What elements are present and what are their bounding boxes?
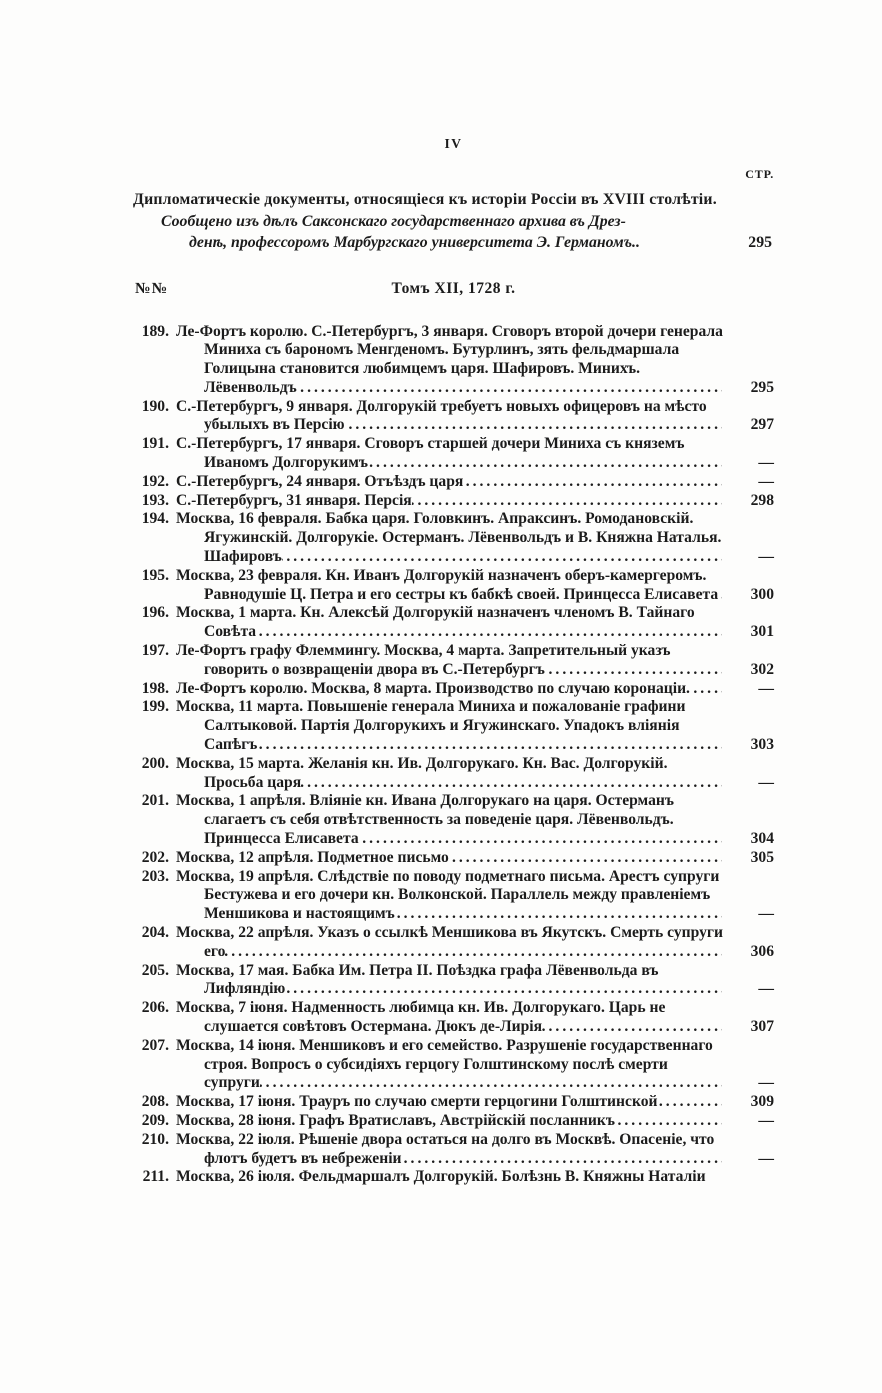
entry-text: Москва, 12 апрѣля. Подметное письмо xyxy=(176,848,449,866)
entry-body xyxy=(176,849,774,868)
entry-page-ref: — xyxy=(758,548,774,566)
entry-text: Москва, 15 марта. Желанія кн. Ив. Долгорукаго. Кн. Вас. Долгорукій. Просьба царя xyxy=(176,754,668,791)
entry-number: 210. xyxy=(141,1130,169,1148)
entry-text: Москва, 22 іюля. Рѣшеніе двора остаться на долго въ Москвѣ. Опасеніе, что флотъ будетъ въ небреженіи xyxy=(176,1130,715,1167)
entry-page-ref: 297 xyxy=(750,416,774,434)
entry-number: 206. xyxy=(141,999,169,1017)
entry-page-ref: — xyxy=(758,472,774,490)
entry-body xyxy=(176,924,774,962)
toc-entry xyxy=(133,435,774,473)
entry-page-ref: 298 xyxy=(750,491,774,509)
toc-entry xyxy=(133,755,774,793)
toc-entry xyxy=(133,323,774,398)
toc-entry xyxy=(133,698,774,754)
toc-entry xyxy=(133,962,774,1000)
entry-page-ref: — xyxy=(758,980,774,998)
toc-entry xyxy=(133,567,774,605)
toc-entry xyxy=(133,510,774,566)
toc-entry xyxy=(133,398,774,436)
entry-body xyxy=(176,1168,774,1187)
toc-entry xyxy=(133,849,774,868)
toc-entry xyxy=(133,1131,774,1169)
entry-number: 190. xyxy=(141,397,169,415)
dot-leader xyxy=(204,943,722,962)
numbers-column-label: №№ xyxy=(135,279,169,297)
entry-number: 205. xyxy=(141,961,169,979)
entry-text: Ле-Фортъ королю. С.-Петербургъ, 3 января. Сговоръ второй дочери генерала Миниха съ барономъ Менгденомъ. Бутурлинъ, зять фельдмаршала Голицына становится любимцемъ царя. Шафировъ. Минихъ. Лёвенвольдъ xyxy=(176,322,723,396)
entry-page-ref: 309 xyxy=(750,1093,774,1111)
entry-body xyxy=(176,755,774,793)
entry-body xyxy=(176,567,774,605)
entry-page-ref: — xyxy=(758,1111,774,1129)
entry-body xyxy=(176,792,774,848)
entry-number: 207. xyxy=(141,1036,169,1054)
toc-entry xyxy=(133,492,774,511)
entry-number: 198. xyxy=(141,679,169,697)
entry-page-ref: 301 xyxy=(750,623,774,641)
page-folio: IV xyxy=(444,136,463,151)
toc-entry xyxy=(133,473,774,492)
entry-number: 209. xyxy=(141,1111,169,1129)
section-subtitle-line1: Сообщено изъ дѣлъ Саксонскаго государственнаго архива въ Дрез- xyxy=(161,212,626,230)
book-page xyxy=(133,0,774,1187)
entry-text: Москва, 19 апрѣля. Слѣдствіе по поводу подметнаго письма. Арестъ супруги Бестужева и его дочери кн. Волконской. Параллель между правленіемъ Меншикова и настоящимъ xyxy=(176,867,720,923)
toc-entry xyxy=(133,680,774,699)
entry-text: Москва, 11 марта. Повышеніе генерала Миниха и пожалованіе графини Салтыковой. Партія Долгорукихъ и Ягужинскаго. Упадокъ вліянія Сапѣгъ xyxy=(176,698,686,754)
entry-body xyxy=(176,698,774,754)
entry-page-ref: 307 xyxy=(750,1017,774,1035)
entry-body xyxy=(176,323,774,398)
entry-body xyxy=(176,1037,774,1093)
entry-body xyxy=(176,642,774,680)
entry-page-ref: — xyxy=(758,1074,774,1092)
entry-body xyxy=(176,398,774,436)
entry-body xyxy=(176,510,774,566)
entry-body xyxy=(176,1112,774,1131)
toc-entry xyxy=(133,1112,774,1131)
entry-body xyxy=(176,435,774,473)
entry-body xyxy=(176,962,774,1000)
entry-number: 193. xyxy=(141,491,169,509)
toc-entry xyxy=(133,1037,774,1093)
entry-body xyxy=(176,868,774,924)
entry-number: 197. xyxy=(141,642,169,660)
entry-number: 211. xyxy=(142,1168,169,1186)
entry-text: С.-Петербургъ, 24 января. Отъѣздъ царя xyxy=(176,472,464,490)
entry-page-ref: 304 xyxy=(750,830,774,848)
entry-page-ref: — xyxy=(758,679,774,697)
entry-page-ref: 302 xyxy=(750,660,774,678)
toc-entry xyxy=(133,604,774,642)
entry-text: С.-Петербургъ, 31 января. Персія xyxy=(176,491,412,509)
section-heading xyxy=(133,189,774,254)
toc-entry xyxy=(133,642,774,680)
entry-text: Москва, 28 іюня. Графъ Вратиславъ, Австрійскій посланникъ xyxy=(176,1111,615,1129)
entry-text: Москва, 7 іюня. Надменность любимца кн. Ив. Долгорукаго. Царь не слушается совѣтовъ Остермана. Дюкъ де-Лирія xyxy=(176,999,666,1035)
toc-entry xyxy=(133,792,774,848)
entry-page-ref: 300 xyxy=(750,585,774,603)
entry-text: С.-Петербургъ, 17 января. Сговоръ старшей дочери Миниха съ княземъ Иваномъ Долгорукимъ xyxy=(176,435,685,472)
dot-leader xyxy=(204,1074,722,1093)
entry-body xyxy=(176,1093,774,1112)
page-column-header: СТР. xyxy=(745,167,774,181)
section-subtitle-line2 xyxy=(189,232,774,254)
entry-number: 191. xyxy=(141,435,169,453)
entry-text: Ле-Фортъ королю. Москва, 8 марта. Производство по случаю коронаціи. xyxy=(176,679,690,697)
entry-body xyxy=(176,604,774,642)
entry-number: 202. xyxy=(141,848,169,866)
entry-number: 201. xyxy=(141,792,169,810)
entry-number: 204. xyxy=(141,924,169,941)
entry-text: Москва, 17 мая. Бабка Им. Петра II. Поѣздка графа Лёвенвольда въ Лифляндію xyxy=(176,961,659,998)
section-page-ref: 295 xyxy=(748,234,772,251)
entry-page-ref: 305 xyxy=(750,848,774,866)
entry-page-ref: 295 xyxy=(750,378,774,396)
entry-page-ref: 306 xyxy=(750,942,774,960)
entry-text: Москва, 22 апрѣля. Указъ о ссылкѣ Меншикова въ Якутскъ. Смерть супруги его xyxy=(176,924,723,960)
volume-header-row xyxy=(133,280,774,298)
entry-text: Москва, 17 іюня. Трауръ по случаю смерти герцогини Голштинской xyxy=(176,1093,658,1111)
entry-number: 192. xyxy=(141,472,169,490)
entry-page-ref: — xyxy=(758,454,774,472)
toc-entry xyxy=(133,868,774,924)
entry-page-ref: — xyxy=(758,773,774,791)
dot-leader xyxy=(204,623,722,642)
entry-body xyxy=(176,999,774,1037)
toc-entry xyxy=(133,999,774,1037)
dot-leader xyxy=(204,736,722,755)
entry-number: 203. xyxy=(141,867,169,885)
entry-number: 194. xyxy=(141,510,169,528)
entry-body xyxy=(176,1131,774,1169)
entry-text: Москва, 14 іюня. Меншиковъ и его семейство. Разрушеніе государственнаго строя. Вопросъ о субсидіяхъ герцогу Голштинскому послѣ смерти супруги xyxy=(176,1036,713,1092)
entry-number: 189. xyxy=(141,322,169,340)
toc-entry xyxy=(133,1168,774,1187)
volume-title: Томъ XII, 1728 г. xyxy=(391,279,516,297)
entry-page-ref: — xyxy=(758,1149,774,1167)
entry-body xyxy=(176,492,774,511)
toc-entry xyxy=(133,924,774,962)
entry-text: Москва, 23 февраля. Кн. Иванъ Долгорукій назначенъ оберъ-камергеромъ. Равнодушіе Ц. Петра и его сестры къ бабкѣ своей. Принцесса Елисавета xyxy=(176,566,719,603)
entry-text: Москва, 26 іюля. Фельдмаршалъ Долгорукій. Болѣзнь В. Княжны Наталіи xyxy=(176,1168,706,1186)
entry-number: 195. xyxy=(141,566,169,584)
entry-text: С.-Петербургъ, 9 января. Долгорукій требуетъ новыхъ офицеровъ на мѣсто убылыхъ въ Персію xyxy=(176,397,707,434)
entry-text: Москва, 1 марта. Кн. Алексѣй Долгорукій назначенъ членомъ В. Тайнаго Совѣта xyxy=(176,604,695,641)
entries-list xyxy=(133,323,774,1188)
entry-text: Ле-Фортъ графу Флеммингу. Москва, 4 марта. Запретительный указъ говорить о возвращеніи двора въ С.-Петербургъ xyxy=(176,642,671,678)
section-title: Дипломатическіе документы, относящіеся къ исторіи Россіи въ XVIII столѣтіи. xyxy=(133,191,717,208)
entry-number: 196. xyxy=(141,604,169,622)
entry-number: 208. xyxy=(141,1093,169,1111)
entry-text: Москва, 1 апрѣля. Вліяніе кн. Ивана Долгорукаго на царя. Остерманъ слагаетъ съ себя отвѣтственность за поведеніе царя. Лёвенвольдъ. Принцесса Елисавета xyxy=(176,792,674,848)
entry-page-ref: 303 xyxy=(750,736,774,754)
toc-entry xyxy=(133,1093,774,1112)
entry-body xyxy=(176,473,774,492)
entry-body xyxy=(176,680,774,699)
entry-page-ref: — xyxy=(758,905,774,923)
entry-number: 199. xyxy=(141,698,169,716)
section-subtitle-line2-text: денѣ, профессоромъ Марбургскаго университета Э. Германомъ.. xyxy=(189,234,640,251)
entry-number: 200. xyxy=(141,754,169,772)
entry-text: Москва, 16 февраля. Бабка царя. Головкинъ. Апраксинъ. Ромодановскій. Ягужинскій. Долгорукіе. Остерманъ. Лёвенвольдъ и В. Княжна Наталья. Шафировъ xyxy=(176,510,722,566)
